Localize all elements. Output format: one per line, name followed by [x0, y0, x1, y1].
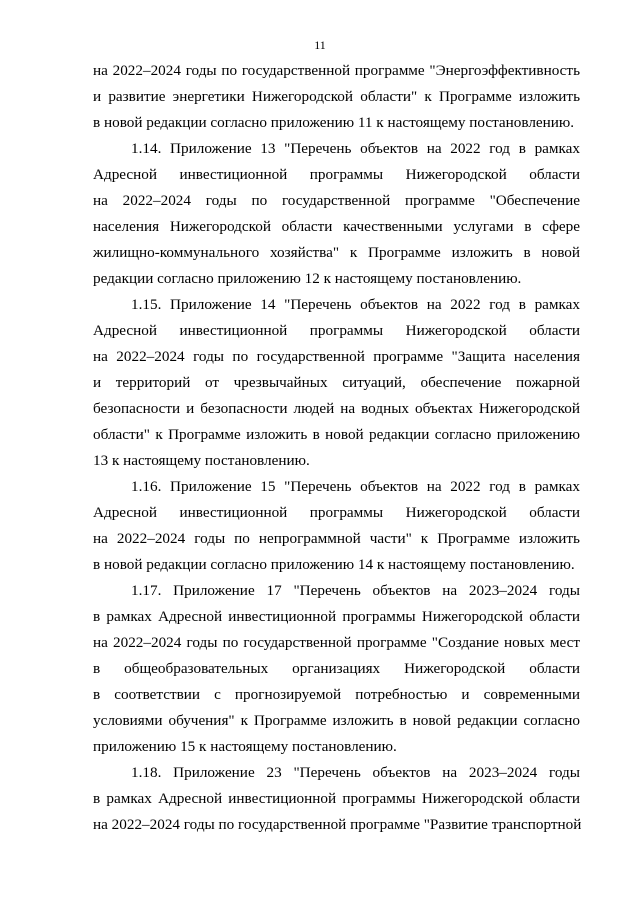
text-line: жилищно-коммунального хозяйства" к Программе изложить в новой	[93, 244, 580, 261]
paragraph-first-line: 1.14. Приложение 13 "Перечень объектов на 2022 год в рамках	[131, 140, 580, 157]
text-line: на 2022–2024 годы по государственной программе "Создание новых мест	[93, 634, 580, 651]
text-line: Адресной инвестиционной программы Нижегородской области	[93, 166, 580, 183]
text-line: в новой редакции согласно приложению 11 к настоящему постановлению.	[93, 114, 575, 131]
text-line: на 2022–2024 годы по непрограммной части" к Программе изложить	[93, 530, 580, 547]
page-number: 11	[314, 38, 326, 52]
text-line: на 2022–2024 годы по государственной программе "Энергоэффективность	[93, 62, 580, 79]
text-line: условиями обучения" к Программе изложить в новой редакции согласно	[93, 712, 580, 729]
text-line: в соответствии с прогнозируемой потребностью и современными	[93, 686, 580, 703]
text-line: населения Нижегородской области качественными услугами в сфере	[93, 218, 580, 235]
text-line: в новой редакции согласно приложению 14 к настоящему постановлению.	[93, 556, 575, 573]
text-line: и территорий от чрезвычайных ситуаций, обеспечение пожарной	[93, 374, 580, 391]
text-line: безопасности и безопасности людей на водных объектах Нижегородской	[93, 400, 580, 417]
paragraph-first-line: 1.16. Приложение 15 "Перечень объектов на 2022 год в рамках	[131, 478, 580, 495]
text-line: на 2022–2024 годы по государственной программе "Обеспечение	[93, 192, 580, 209]
document-body	[93, 58, 580, 838]
text-line: и развитие энергетики Нижегородской области" к Программе изложить	[93, 88, 580, 105]
text-line: на 2022–2024 годы по государственной программе "Защита населения	[93, 348, 580, 365]
text-line: редакции согласно приложению 12 к настоящему постановлению.	[93, 270, 522, 287]
paragraph-first-line: 1.18. Приложение 23 "Перечень объектов на 2023–2024 годы	[131, 764, 580, 781]
text-line: на 2022–2024 годы по государственной программе "Развитие транспортной	[93, 816, 582, 833]
text-line: в рамках Адресной инвестиционной программы Нижегородской области	[93, 790, 580, 807]
text-line: в рамках Адресной инвестиционной программы Нижегородской области	[93, 608, 580, 625]
text-line: области" к Программе изложить в новой редакции согласно приложению	[93, 426, 580, 443]
paragraph-first-line: 1.17. Приложение 17 "Перечень объектов на 2023–2024 годы	[131, 582, 580, 599]
paragraph-first-line: 1.15. Приложение 14 "Перечень объектов на 2022 год в рамках	[131, 296, 580, 313]
text-line: в общеобразовательных организациях Нижегородской области	[93, 660, 580, 677]
text-line: приложению 15 к настоящему постановлению.	[93, 738, 397, 755]
text-line: Адресной инвестиционной программы Нижегородской области	[93, 322, 580, 339]
text-line: Адресной инвестиционной программы Нижегородской области	[93, 504, 580, 521]
text-line: 13 к настоящему постановлению.	[93, 452, 310, 469]
